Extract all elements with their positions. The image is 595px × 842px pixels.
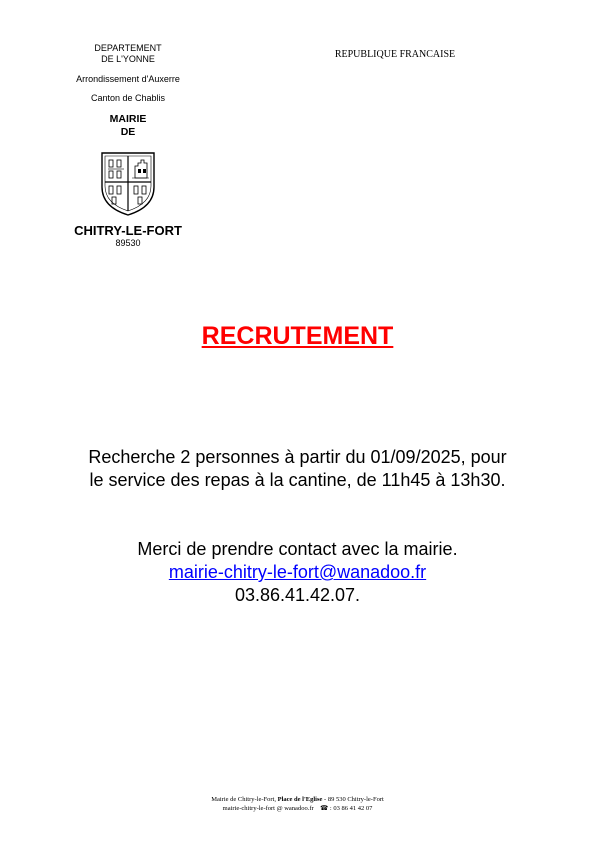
footer-line1	[0, 795, 595, 804]
footer-line2	[0, 804, 595, 813]
page-title: RECRUTEMENT	[201, 322, 394, 350]
announcement-line1: Recherche 2 personnes à partir du 01/09/2025, pour	[88, 447, 507, 467]
republic-heading: REPUBLIQUE FRANCAISE	[334, 49, 456, 60]
arrondissement: Arrondissement d'Auxerre	[76, 74, 180, 84]
coat-of-arms-icon	[99, 151, 157, 217]
mairie-header	[40, 43, 216, 249]
canton: Canton de Chablis	[90, 93, 166, 103]
footer-email: mairie-chitry-le-fort @ wanadoo.fr	[222, 805, 314, 812]
footer-address: Place de l'Eglise	[277, 796, 323, 803]
mairie-line1: MAIRIE	[109, 113, 147, 125]
contact-block	[0, 538, 595, 607]
phone-number: 03.86.41.42.07.	[234, 585, 361, 605]
postal-code: 89530	[115, 238, 141, 248]
department-line1: DEPARTEMENT	[94, 43, 162, 53]
footer-mairie: Mairie de Chitry-le-Fort,	[211, 796, 278, 803]
town-name: CHITRY-LE-FORT	[74, 223, 182, 238]
email-link[interactable]: mairie-chitry-le-fort@wanadoo.fr	[168, 562, 427, 582]
announcement-text	[0, 446, 595, 492]
footer-postal: - 89 530 Chitry-le-Fort	[322, 796, 384, 803]
mairie-line2: DE	[120, 126, 136, 138]
announcement-line2: le service des repas à la cantine, de 11h45 à 13h30.	[89, 470, 506, 490]
phone-icon: ☎	[320, 805, 329, 812]
contact-line: Merci de prendre contact avec la mairie.	[137, 539, 458, 559]
department-line2: DE L'YONNE	[101, 54, 155, 64]
footer-phone: : 03 86 41 42 07	[329, 805, 373, 812]
footer	[0, 795, 595, 813]
